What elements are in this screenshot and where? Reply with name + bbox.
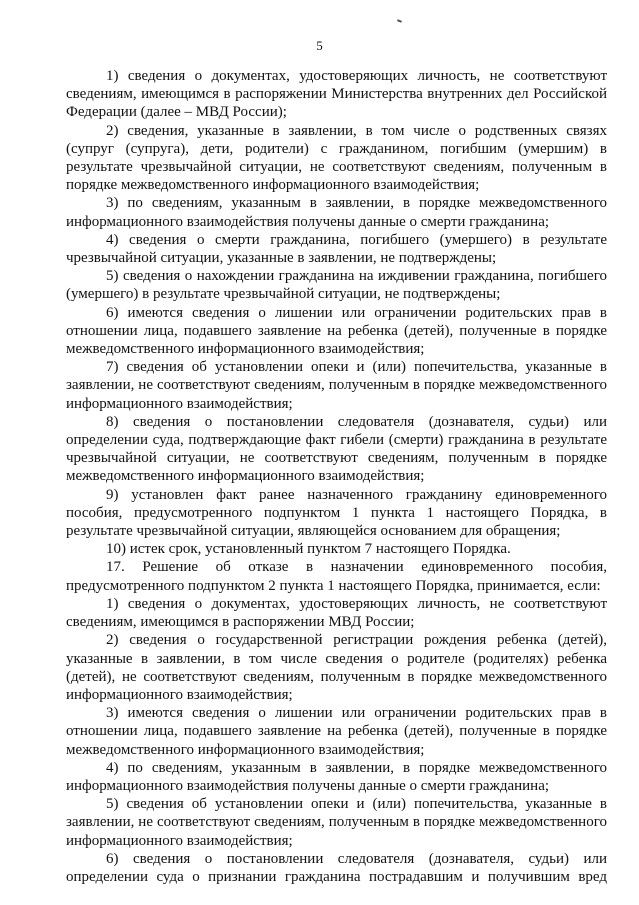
paragraph-17-item-5: 5) сведения об установлении опеки и (или) попечительства, указанные в заявлении, не соответствуют сведениям, полученным в порядке межведомственного информационного взаимодействия;	[66, 796, 607, 849]
paragraph-16-item-1: 1) сведения о документах, удостоверяющих личность, не соответствуют сведениям, имеющимся в распоряжении Министерства внутренних дел Российской Федерации (далее – МВД России);	[66, 68, 607, 121]
paragraph-17-item-3: 3) имеются сведения о лишении или ограничении родительских прав в отношении лица, подавшего заявление на ребенка (детей), полученные в порядке межведомственного информационного взаимодействия;	[66, 705, 607, 758]
paragraph-16-item-7: 7) сведения об установлении опеки и (или) попечительства, указанные в заявлении, не соответствуют сведениям, полученным в порядке межведомственного информационного взаимодействия;	[66, 359, 607, 412]
paragraph-16-item-4: 4) сведения о смерти гражданина, погибшего (умершего) в результате чрезвычайной ситуации, указанные в заявлении, не подтверждены;	[66, 231, 607, 267]
paragraph-16-item-2: 2) сведения, указанные в заявлении, в том числе о родственных связях (супруг (супруга), дети, родители) с гражданином, погибшим (умершим) в результате чрезвычайной ситуации, не соответствуют сведениям, полученным в порядке межведомственного информационного взаимодействия;	[66, 122, 607, 194]
paragraph-16-item-10: 10) истек срок, установленный пунктом 7 настоящего Порядка.	[106, 541, 511, 558]
document-body	[66, 67, 607, 886]
paragraph-16-item-3: 3) по сведениям, указанным в заявлении, в порядке межведомственного информационного взаимодействия получены данные о смерти гражданина;	[66, 195, 607, 230]
scan-artifact	[397, 19, 402, 23]
page-number: 5	[316, 38, 323, 53]
paragraph-17-item-6: 6) сведения о постановлении следователя (дознавателя, судьи) или определении суда о признании гражданина пострадавшим и получившим вред	[66, 850, 607, 885]
paragraph-17-item-4: 4) по сведениям, указанным в заявлении, в порядке межведомственного информационного взаимодействия получены данные о смерти гражданина;	[66, 759, 607, 794]
paragraph-16-item-9: 9) установлен факт ранее назначенного гражданину единовременного пособия, предусмотренного подпунктом 1 пункта 1 настоящего Порядка, в результате чрезвычайной ситуации, являющейся основанием для обращения;	[66, 486, 607, 540]
section-17-heading-paragraph: 17. Решение об отказе в назначении единовременного пособия, предусмотренного подпунктом 2 пункта 1 настоящего Порядка, принимается, если:	[66, 559, 607, 594]
paragraph-16-item-8: 8) сведения о постановлении следователя (дознавателя, судьи) или определении суда, подтверждающие факт гибели (смерти) гражданина в результате чрезвычайной ситуации, не соответствуют сведениям, полученным в порядке межведомственного информационного взаимодействия;	[66, 413, 607, 485]
paragraph-16-item-6: 6) имеются сведения о лишении или ограничении родительских прав в отношении лица, подавшего заявление на ребенка (детей), полученные в порядке межведомственного информационного взаимодействия;	[66, 304, 607, 358]
paragraph-17-item-2: 2) сведения о государственной регистрации рождения ребенка (детей), указанные в заявлении, в том числе сведения о родителе (родителях) ребенка (детей), не соответствуют сведениям, полученным в порядке межведомственного информационного взаимодействия;	[66, 632, 607, 703]
paragraph-16-item-5: 5) сведения о нахождении гражданина на иждивении гражданина, погибшего (умершего) в результате чрезвычайной ситуации, не подтверждены;	[66, 268, 607, 303]
paragraph-17-item-1: 1) сведения о документах, удостоверяющих личность, не соответствуют сведениям, имеющимся в распоряжении МВД России;	[66, 595, 607, 631]
